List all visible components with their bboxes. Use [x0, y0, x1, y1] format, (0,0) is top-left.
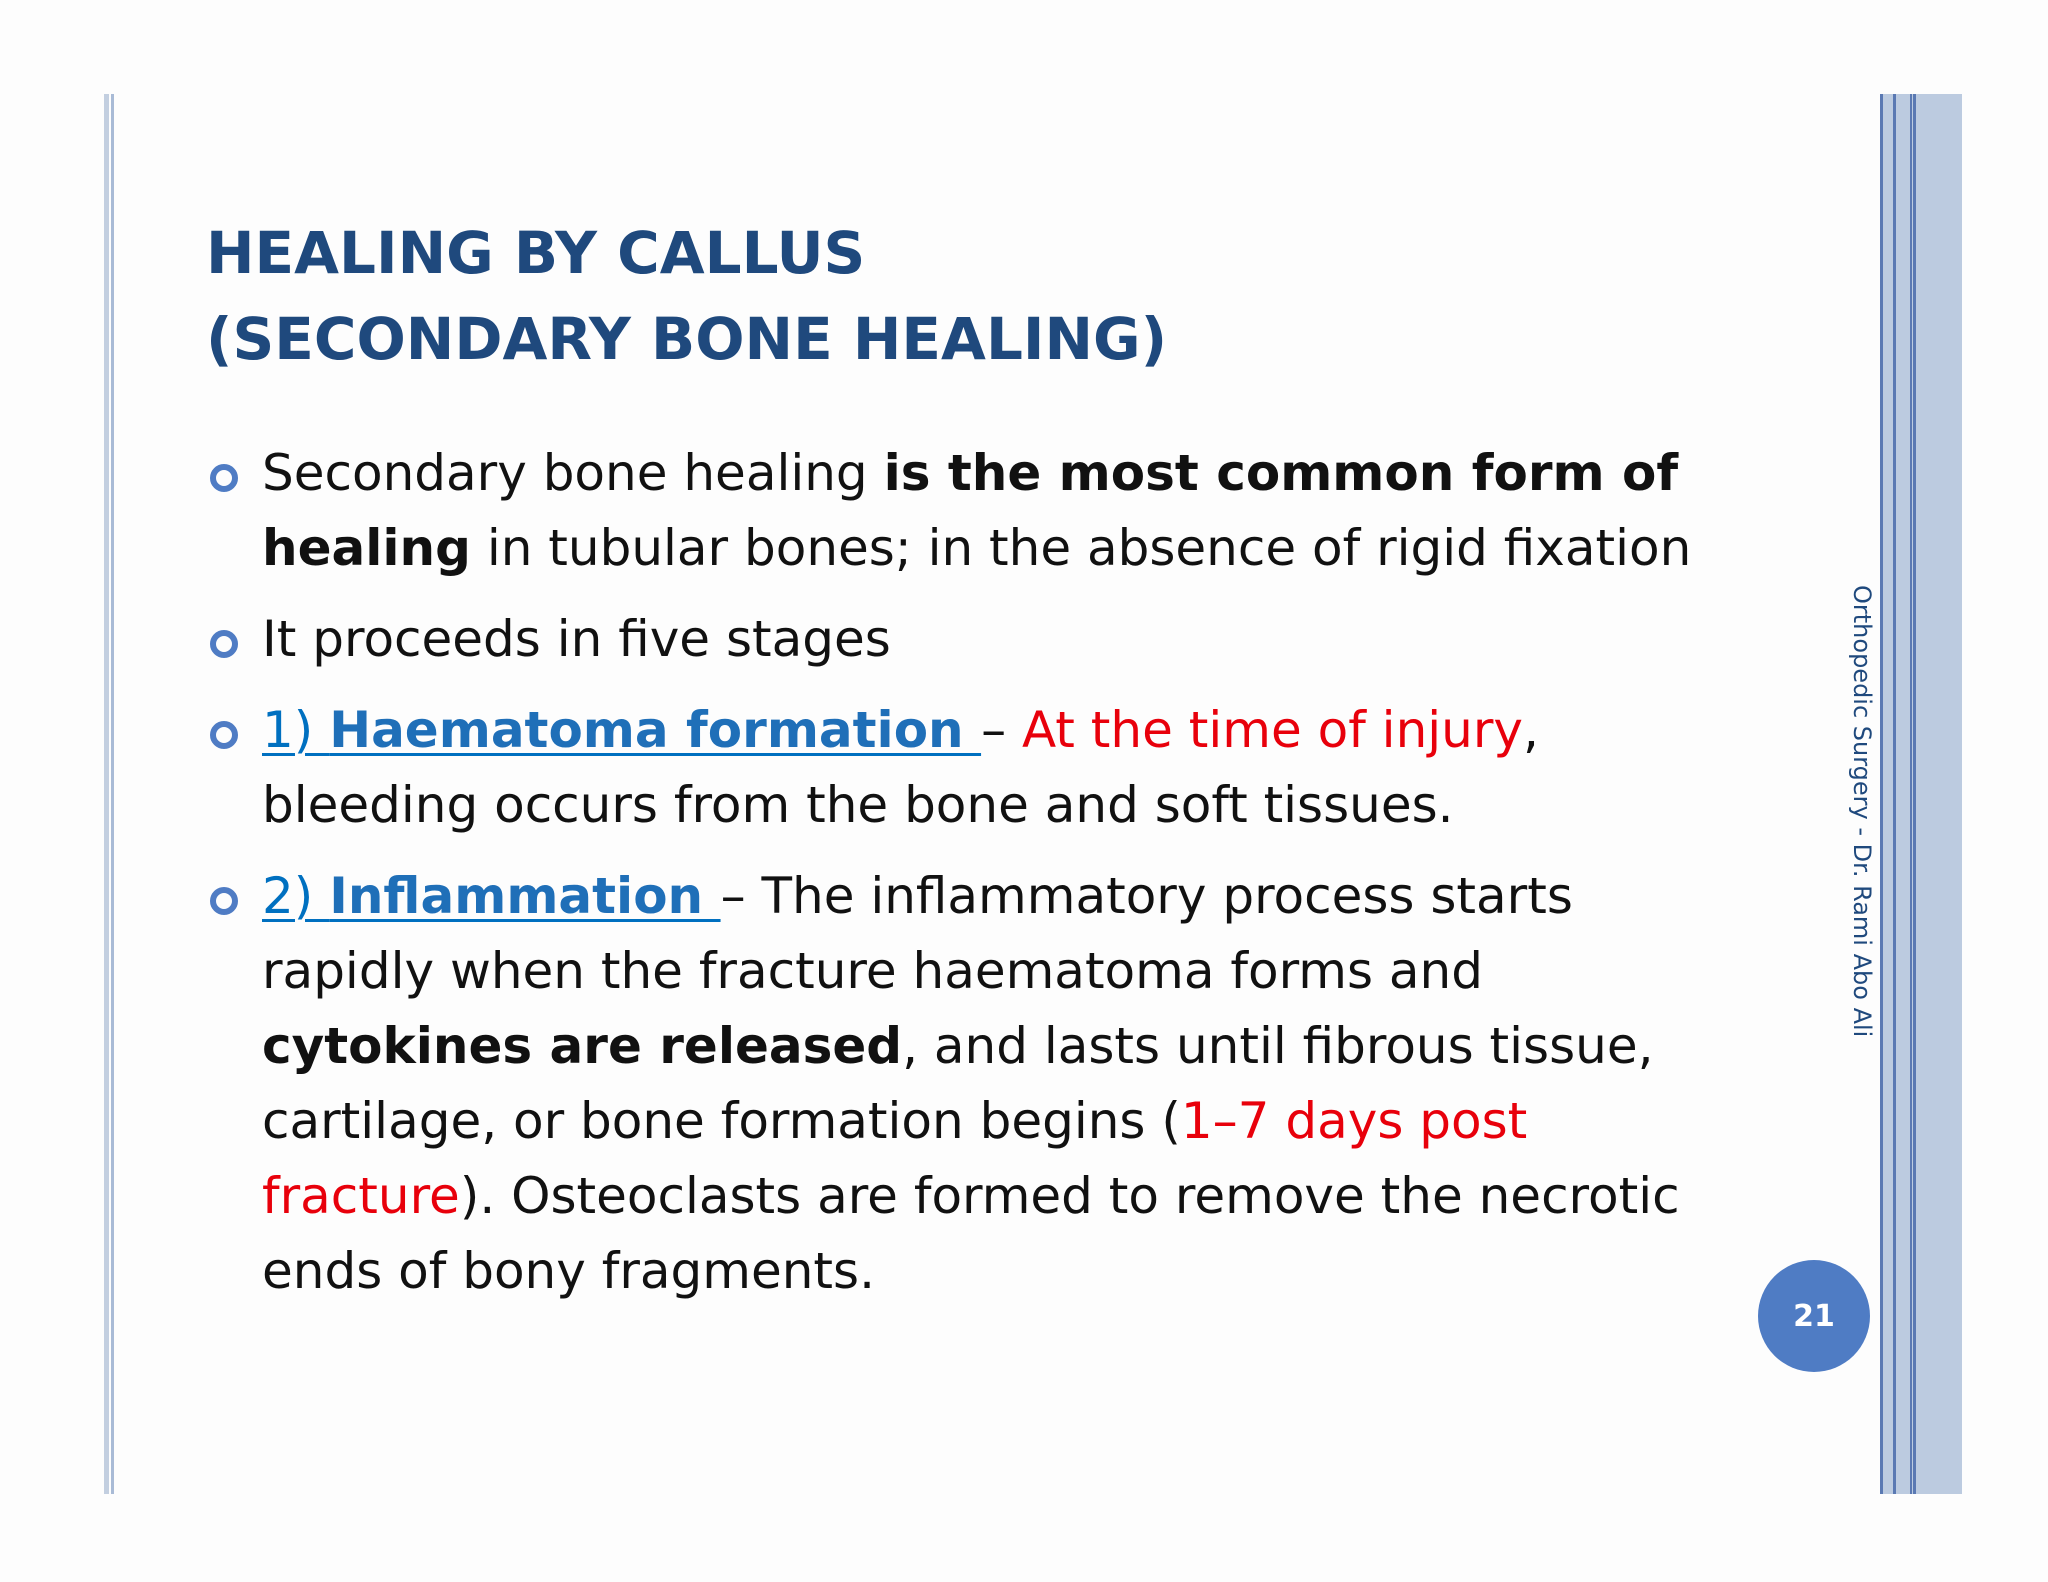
- page-number: 21: [1793, 1298, 1835, 1334]
- left-border-line: [104, 94, 109, 1494]
- bullet-dash: –: [981, 701, 1022, 759]
- bullet-list: [206, 436, 1726, 1325]
- stage-2-link[interactable]: [262, 867, 721, 925]
- hollow-circle-bullet-icon: [210, 887, 238, 915]
- bullet-item: [206, 859, 1726, 1309]
- bullet-item: [206, 602, 1726, 677]
- bullet-text: Secondary bone healing: [262, 444, 884, 502]
- stage-name: Inflammation: [329, 867, 721, 925]
- bullet-text: ). Osteoclasts are formed to remove the necrotic ends of bony fragments.: [262, 1167, 1680, 1300]
- bullet-bold-text: is the most common form of healing: [262, 444, 1679, 577]
- hollow-circle-bullet-icon: [210, 721, 238, 749]
- right-band-line: [1913, 94, 1916, 1494]
- bullet-text: – The inflammatory process starts rapidly when the fracture haematoma forms and: [262, 867, 1573, 1000]
- title-line-1: HEALING BY CALLUS: [206, 219, 866, 287]
- slide-title: [206, 210, 1167, 382]
- page-number-badge: [1758, 1260, 1870, 1372]
- title-line-2: (SECONDARY BONE HEALING): [206, 305, 1168, 373]
- bullet-text: , and lasts until fibrous tissue, cartilage, or bone formation begins (: [262, 1017, 1654, 1150]
- right-band-line: [1910, 94, 1912, 1494]
- hollow-circle-bullet-icon: [210, 630, 238, 658]
- bullet-red-text: 1–7 days post fracture: [262, 1092, 1528, 1225]
- right-band-line: [1893, 94, 1896, 1494]
- stage-number: 2): [262, 867, 330, 925]
- bullet-text: , bleeding occurs from the bone and soft tissues.: [262, 701, 1539, 834]
- bullet-item: [206, 436, 1726, 586]
- hollow-circle-bullet-icon: [210, 464, 238, 492]
- bullet-text: in tubular bones; in the absence of rigid fixation: [470, 519, 1692, 577]
- vertical-footer-text: Orthopedic Surgery - Dr. Rami Abo Ali: [1848, 585, 1876, 1038]
- bullet-item: [206, 693, 1726, 843]
- bullet-red-text: At the time of injury: [1021, 701, 1523, 759]
- bullet-text: It proceeds in five stages: [262, 610, 891, 668]
- stage-number: 1): [262, 701, 330, 759]
- stage-name: Haematoma formation: [329, 701, 982, 759]
- stage-1-link[interactable]: [262, 701, 981, 759]
- left-border-line-inner: [111, 94, 114, 1494]
- bullet-bold-text: cytokines are released: [262, 1017, 903, 1075]
